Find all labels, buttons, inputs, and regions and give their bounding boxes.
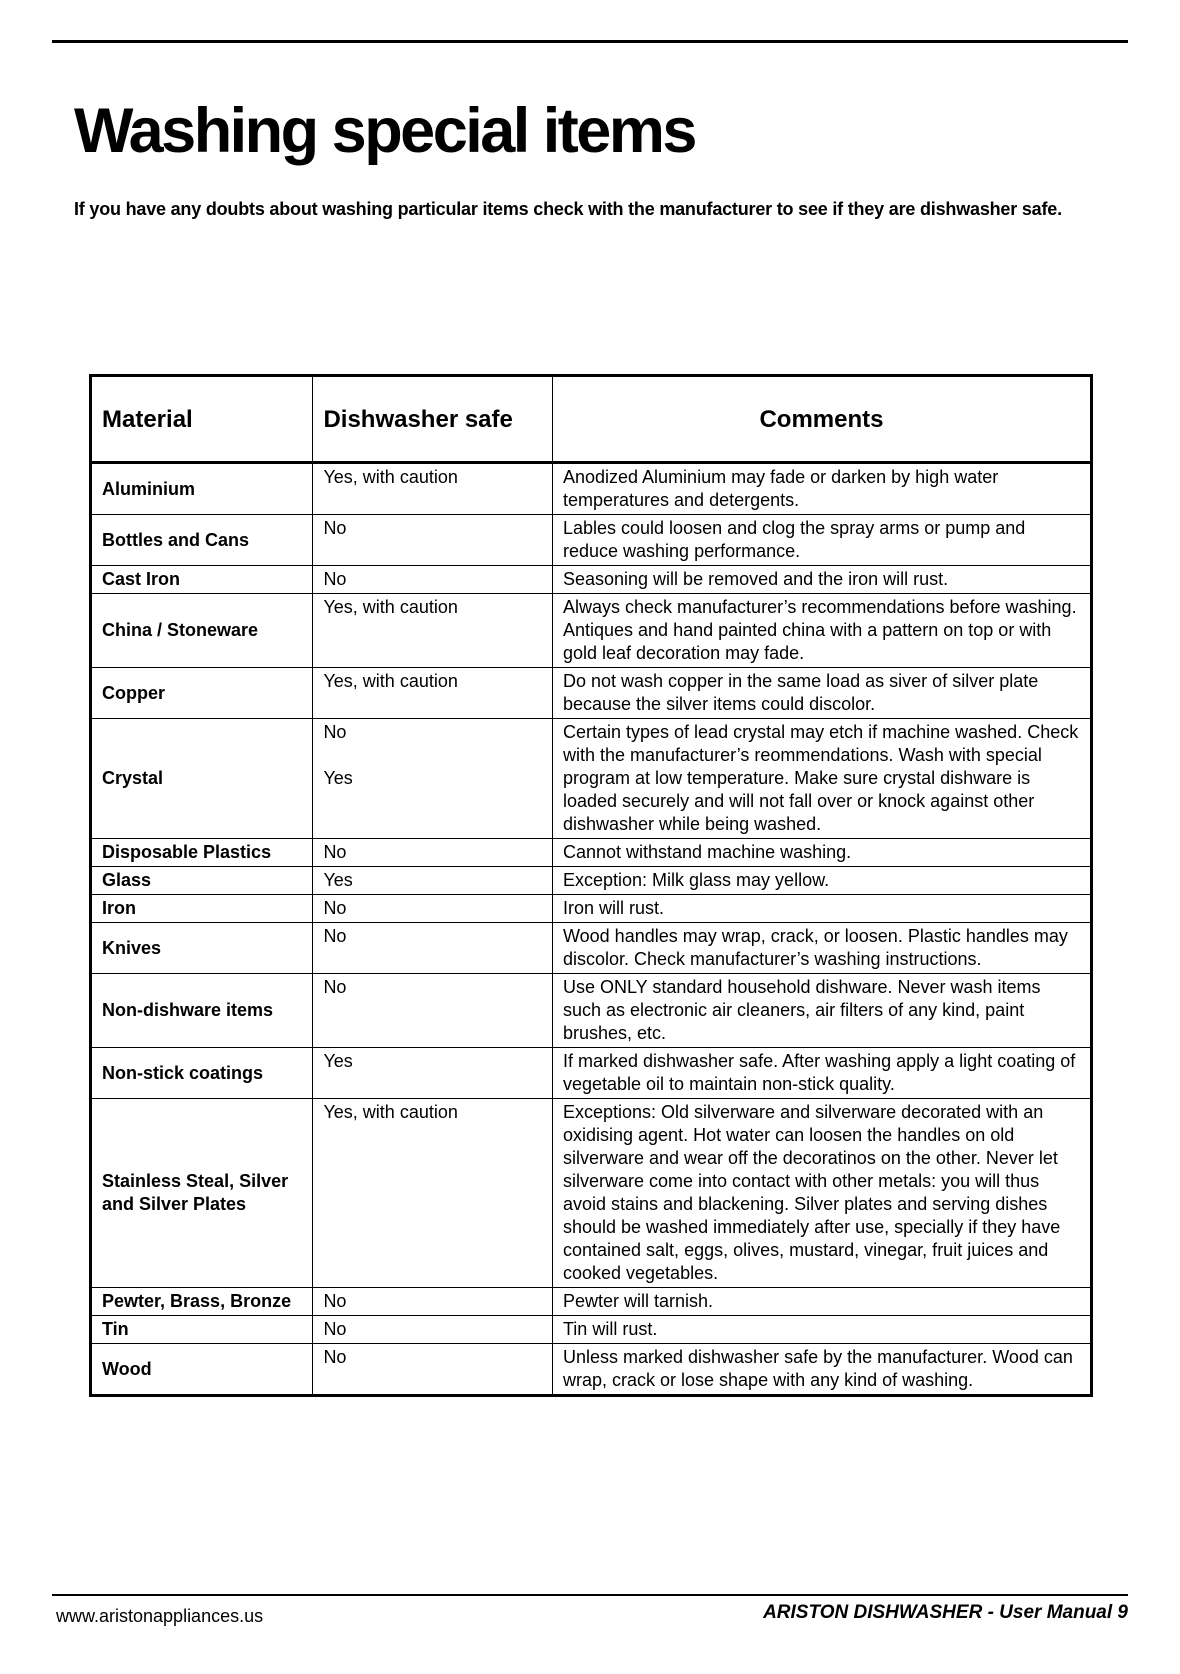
safe-cell: No <box>313 895 553 923</box>
table-row <box>91 463 1092 515</box>
safe-cell: No <box>313 974 553 1048</box>
comment-cell: Cannot withstand machine washing. <box>552 839 1091 867</box>
table-row <box>91 839 1092 867</box>
safe-cell: Yes <box>313 867 553 895</box>
comment-cell: Use ONLY standard household dishware. Never wash items such as electronic air cleaners, air filters of any kind, paint brushes, etc. <box>552 974 1091 1048</box>
material-cell: Non-stick coatings <box>91 1048 313 1099</box>
material-cell: Cast Iron <box>91 566 313 594</box>
table-row <box>91 1344 1092 1396</box>
header-dishwasher-safe: Dishwasher safe <box>313 376 553 463</box>
safe-value-2: Yes <box>323 768 353 788</box>
safe-cell: Yes, with caution <box>313 1099 553 1288</box>
safe-cell: No <box>313 1288 553 1316</box>
table-row <box>91 1316 1092 1344</box>
table-row <box>91 923 1092 974</box>
material-cell: Knives <box>91 923 313 974</box>
material-cell: Glass <box>91 867 313 895</box>
table-header-row <box>91 376 1092 463</box>
material-cell: China / Stoneware <box>91 594 313 668</box>
comment-cell: If marked dishwasher safe. After washing apply a light coating of vegetable oil to maintain non-stick quality. <box>552 1048 1091 1099</box>
top-rule <box>52 40 1128 43</box>
material-cell: Disposable Plastics <box>91 839 313 867</box>
table-row <box>91 515 1092 566</box>
footer-manual-page: ARISTON DISHWASHER - User Manual 9 <box>763 1602 1128 1623</box>
safe-cell <box>313 719 553 839</box>
safe-cell: No <box>313 1344 553 1396</box>
material-cell: Stainless Steal, Silver and Silver Plates <box>91 1099 313 1288</box>
table-row <box>91 719 1092 839</box>
comment-cell: Anodized Aluminium may fade or darken by high water temperatures and detergents. <box>552 463 1091 515</box>
table-row <box>91 974 1092 1048</box>
comment-cell: Exceptions: Old silverware and silverware decorated with an oxidising agent. Hot water can loosen the handles on old silverware and wear off the decoratinos on the other. Never let silverware come into contact with other metals: you will thus avoid stains and blackening. Silver plates and serving dishes should be washed immediately after use, specially if they have contained salt, eggs, olives, mustard, vinegar, fruit juices and cooked vegetables. <box>552 1099 1091 1288</box>
table-row <box>91 668 1092 719</box>
comment-text-2: Wash with special program at low temperature. Make sure crystal dishware is loaded securely and will not fall over or knock against other dishwasher while being washed. <box>562 745 1042 834</box>
material-cell: Pewter, Brass, Bronze <box>91 1288 313 1316</box>
material-cell: Non-dishware items <box>91 974 313 1048</box>
material-cell: Aluminium <box>91 463 313 515</box>
material-cell: Iron <box>91 895 313 923</box>
comment-cell: Iron will rust. <box>552 895 1091 923</box>
bottom-rule <box>52 1594 1128 1596</box>
safe-cell: No <box>313 515 553 566</box>
table-row <box>91 1288 1092 1316</box>
comment-cell: Do not wash copper in the same load as siver of silver plate because the silver items could discolor. <box>552 668 1091 719</box>
comment-cell: Lables could loosen and clog the spray arms or pump and reduce washing performance. <box>552 515 1091 566</box>
material-cell: Crystal <box>91 719 313 839</box>
materials-table <box>89 374 1093 1397</box>
header-comments: Comments <box>552 376 1091 463</box>
comment-cell: Always check manufacturer’s recommendations before washing. Antiques and hand painted china with a pattern on top or with gold leaf decoration may fade. <box>552 594 1091 668</box>
table-row <box>91 895 1092 923</box>
table-row <box>91 594 1092 668</box>
material-cell: Copper <box>91 668 313 719</box>
comment-cell <box>552 719 1091 839</box>
page-title: Washing special items <box>74 96 695 166</box>
table-row <box>91 566 1092 594</box>
table-row <box>91 1099 1092 1288</box>
comment-cell: Pewter will tarnish. <box>552 1288 1091 1316</box>
comment-cell: Exception: Milk glass may yellow. <box>552 867 1091 895</box>
safe-cell: No <box>313 1316 553 1344</box>
material-cell: Tin <box>91 1316 313 1344</box>
safe-cell: No <box>313 566 553 594</box>
header-material: Material <box>91 376 313 463</box>
comment-cell: Tin will rust. <box>552 1316 1091 1344</box>
comment-cell: Unless marked dishwasher safe by the manufacturer. Wood can wrap, crack or lose shape with any kind of washing. <box>552 1344 1091 1396</box>
safe-value: No <box>323 722 347 742</box>
comment-cell: Seasoning will be removed and the iron will rust. <box>552 566 1091 594</box>
safe-cell: Yes, with caution <box>313 668 553 719</box>
safe-cell: Yes, with caution <box>313 463 553 515</box>
safe-cell: Yes, with caution <box>313 594 553 668</box>
comment-cell: Wood handles may wrap, crack, or loosen. Plastic handles may discolor. Check manufacturer’s washing instructions. <box>552 923 1091 974</box>
safe-cell: Yes <box>313 1048 553 1099</box>
safe-cell: No <box>313 839 553 867</box>
comment-text: Certain types of lead crystal may etch if machine washed. Check with the manufacturer’s reommendations. <box>562 722 1079 765</box>
material-cell: Bottles and Cans <box>91 515 313 566</box>
safe-cell: No <box>313 923 553 974</box>
table-row <box>91 1048 1092 1099</box>
material-cell: Wood <box>91 1344 313 1396</box>
table-row <box>91 867 1092 895</box>
intro-text: If you have any doubts about washing particular items check with the manufacturer to see if they are dishwasher safe. <box>74 199 1062 219</box>
footer-website: www.aristonappliances.us <box>56 1606 264 1626</box>
